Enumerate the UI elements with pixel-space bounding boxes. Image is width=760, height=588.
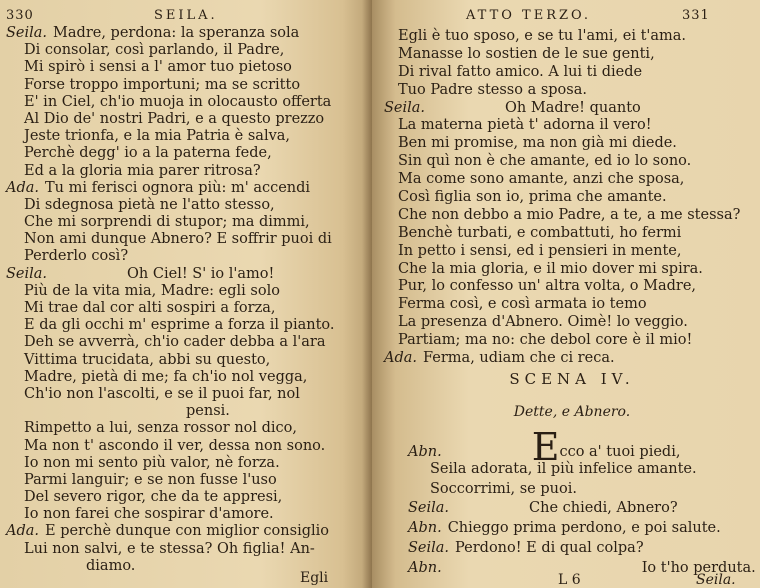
left-verse-line (6, 283, 358, 300)
verse-text: Benchè turbati, e combattuti, ho fermi (398, 224, 682, 241)
right-verse-line (384, 28, 756, 46)
verse-text: Così figlia son io, prima che amante. (398, 189, 667, 206)
verse-text: Io non mi sento più valor, nè forza. (24, 454, 280, 471)
verse-text: Tu mi ferisci ognora più: m' accendi (45, 179, 311, 196)
verse-text: Perderlo così? (24, 248, 129, 265)
scene-verse-line (408, 519, 754, 539)
left-verse-line (6, 25, 358, 42)
right-verse-line (384, 46, 756, 64)
speaker-name: Abn. (408, 559, 442, 576)
speaker-name: Ada. (384, 350, 418, 367)
left-verse-line (6, 180, 358, 197)
speaker-name: Ada. (6, 523, 40, 540)
left-verse-line (6, 369, 358, 386)
left-verse-line (6, 197, 358, 214)
verse-text: Mi spirò i sensi a l' amor tuo pietoso (24, 59, 292, 76)
left-verse-line (6, 403, 358, 420)
verse-text: Oh Madre! quanto (505, 99, 641, 116)
verse-text: Ma come sono amante, anzi che sposa, (398, 171, 685, 188)
scene-verse-line (408, 499, 754, 519)
verse-text: Ben mi promise, ma non già mi diede. (398, 135, 677, 152)
right-text-block (384, 28, 756, 368)
verse-text: Perchè degg' io a la paterna fede, (24, 145, 272, 162)
speaker-name: Seila. (6, 265, 48, 282)
verse-text: Più de la vita mia, Madre: egli solo (24, 282, 280, 299)
right-verse-line (384, 135, 756, 153)
left-verse-line (6, 231, 358, 248)
speaker-name: Abn. (408, 520, 442, 537)
right-verse-line (384, 207, 756, 225)
verse-text: La presenza d'Abnero. Oimè! lo veggio. (398, 314, 688, 331)
left-text-block (6, 25, 358, 575)
left-verse-line (6, 506, 358, 523)
left-verse-line (6, 317, 358, 334)
verse-text: Che non debbo a mio Padre, a te, a me stessa? (398, 206, 741, 223)
speaker-name: Abn. (408, 444, 442, 460)
left-running-title: SEILA. (154, 8, 218, 23)
verse-text: Che chiedi, Abnero? (529, 500, 678, 517)
verse-text: Al Dio de' nostri Padri, e a questo prezzo (24, 110, 325, 127)
verse-text: Ma non t' ascondo il ver, dessa non sono. (24, 437, 326, 454)
scene-text-block (408, 425, 756, 579)
verse-text: Chieggo prima perdono, e poi salute. (447, 520, 721, 537)
verse-text: Sin quì non è che amante, ed io lo sono. (398, 153, 692, 170)
verse-text: Rimpetto a lui, senza rossor nol dico, (24, 420, 298, 437)
right-verse-line (384, 117, 756, 135)
speaker-name: Seila. (6, 25, 48, 41)
left-page-number: 330 (6, 8, 34, 23)
verse-text: Ferma così, e così armata io temo (398, 296, 647, 313)
speaker-name: Seila. (384, 99, 426, 116)
verse-text (442, 425, 681, 469)
verse-text: Tuo Padre stesso a sposa. (398, 81, 587, 98)
right-verse-line (384, 64, 756, 82)
speaker-name: Seila. (408, 539, 450, 556)
verse-text: Di rival fatto amico. A lui ti diede (398, 63, 643, 80)
verse-text: Io non farei che sospirar d'amore. (24, 506, 274, 523)
verse-text: Pur, lo confesso un' altra volta, o Madre, (398, 278, 697, 295)
verse-text: In petto i sensi, ed i pensieri in mente, (398, 242, 682, 259)
right-page (372, 0, 760, 588)
right-verse-line (384, 189, 756, 207)
verse-text: Partiam; ma no: che debol core è il mio! (398, 332, 693, 349)
verse-text: E perchè dunque con miglior consiglio (45, 523, 329, 540)
verse-text: Di sdegnosa pietà ne l'atto stesso, (24, 196, 275, 213)
verse-text: Oh Ciel! S' io l'amo! (127, 265, 275, 282)
left-verse-line (6, 300, 358, 317)
verse-text: Del severo rigor, che da te appresi, (24, 489, 283, 506)
right-header (372, 8, 760, 28)
right-verse-line (384, 350, 756, 368)
verse-text: Lui non salvi, e te stessa? Oh figlia! An- (24, 540, 315, 557)
verse-text: Che la mia gloria, e il mio dover mi spira. (398, 260, 703, 277)
verse-text: Deh se avverrà, ch'io cader debba a l'ara (24, 334, 326, 351)
left-verse-line (6, 77, 358, 94)
verse-text: Ferma, udiam che ci reca. (423, 350, 615, 367)
verse-text: Egli è tuo sposo, e se tu l'ami, ei t'ama. (398, 28, 687, 44)
right-verse-line (384, 82, 756, 100)
scene-verse-line (408, 460, 754, 480)
verse-text: Jeste trionfa, e la mia Patria è salva, (24, 128, 291, 145)
right-running-title: ATTO TERZO. (466, 8, 592, 23)
left-verse-line (6, 214, 358, 231)
right-verse-line (384, 243, 756, 261)
right-verse-line (384, 171, 756, 189)
verse-text: Vittima trucidata, abbi su questo, (24, 351, 271, 368)
left-verse-line (6, 438, 358, 455)
verse-text: Perdono! E di qual colpa? (455, 539, 644, 556)
drop-cap: E (531, 425, 560, 469)
verse-text: Madre, perdona: la speranza sola (53, 25, 300, 41)
verse-text: Manasse lo sostien de le sue genti, (398, 45, 655, 62)
verse-text: Madre, pietà di me; fa ch'io nol vegga, (24, 368, 308, 385)
right-verse-line (384, 314, 756, 332)
verse-text: Non ami dunque Abnero? E soffrir puoi di (24, 231, 332, 248)
right-verse-line (384, 296, 756, 314)
verse-text: Forse troppo importuni; ma se scritto (24, 76, 301, 93)
left-verse-line (6, 128, 358, 145)
right-verse-line (384, 100, 756, 118)
left-verse-line (6, 111, 358, 128)
left-verse-line (6, 94, 358, 111)
verse-text: Io t'ho perduta. (641, 559, 756, 576)
verse-text: La materna pietà t' adorna il vero! (398, 117, 652, 134)
verse-text: Parmi languir; e se non fusse l'uso (24, 471, 277, 488)
left-verse-line (6, 266, 358, 283)
left-verse-line (6, 145, 358, 162)
left-catchword: Egli (300, 570, 329, 586)
verse-text: E da gli occhi m' esprime a forza il pianto. (24, 317, 335, 334)
verse-text: Seila adorata, il più infelice amante. (430, 460, 697, 477)
drop-cap-rest: cco a' tuoi piedi, (559, 444, 681, 460)
left-verse-line (6, 541, 358, 558)
verse-text: Che mi sorprendi di stupor; ma dimmi, (24, 214, 310, 231)
left-verse-line (6, 352, 358, 369)
right-verse-line (384, 332, 756, 350)
signature-mark: L 6 (558, 572, 581, 588)
verse-text: diamo. (86, 557, 136, 574)
right-catchword: Seila. (696, 572, 736, 588)
speaker-name: Seila. (408, 500, 450, 517)
verse-text: Ch'io non l'ascolti, e se il puoi far, nol (24, 385, 300, 402)
scene-verse-line (408, 539, 754, 559)
verse-text: Soccorrimi, se puoi. (430, 480, 577, 497)
verse-text: Ed a la gloria mia parer ritrosa? (24, 162, 261, 179)
right-verse-line (384, 225, 756, 243)
left-verse-line (6, 248, 358, 265)
scene-heading: SCENA IV. (509, 370, 635, 388)
left-verse-line (6, 523, 358, 540)
left-page (0, 0, 372, 588)
left-verse-line (6, 455, 358, 472)
verse-text: Di consolar, così parlando, il Padre, (24, 42, 285, 59)
left-verse-line (6, 59, 358, 76)
verse-text: Mi trae dal cor alti sospiri a forza, (24, 300, 276, 316)
verse-text: pensi. (186, 403, 230, 420)
right-verse-line (384, 278, 756, 296)
left-verse-line (6, 472, 358, 489)
left-verse-line (6, 334, 358, 351)
right-verse-line (384, 261, 756, 279)
scene-verse-line (408, 480, 754, 500)
left-verse-line (6, 489, 358, 506)
right-page-number: 331 (682, 8, 710, 23)
left-verse-line (6, 163, 358, 180)
left-verse-line (6, 42, 358, 59)
left-verse-line (6, 386, 358, 403)
scene-characters: Dette, e Abnero. (513, 404, 631, 420)
left-verse-line (6, 420, 358, 437)
speaker-name: Ada. (6, 179, 40, 196)
right-verse-line (384, 153, 756, 171)
verse-text: E' in Ciel, ch'io muoja in olocausto offerta (24, 93, 332, 110)
